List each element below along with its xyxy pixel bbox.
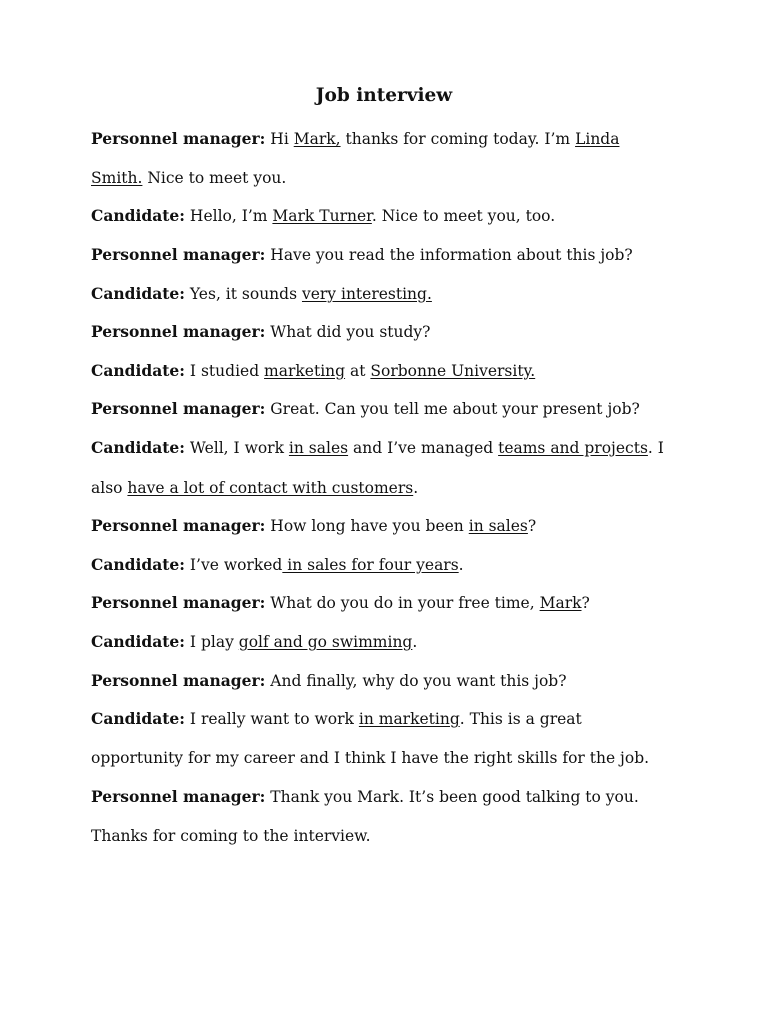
text-line [91, 283, 691, 305]
line-text: . I [647, 439, 664, 457]
text-line [91, 360, 691, 382]
text-line [91, 477, 691, 499]
line-text: and I’ve managed [348, 439, 499, 457]
speaker-label: Personnel manager: [91, 129, 266, 148]
text-line [91, 205, 691, 227]
line-text: I studied [185, 362, 265, 380]
line-text: I really want to work [185, 710, 359, 728]
underlined-phrase: Smith. [91, 169, 143, 187]
line-text: . Nice to meet you, too. [371, 207, 556, 225]
speaker-label: Personnel manager: [91, 671, 266, 690]
underlined-phrase: in sales [468, 517, 528, 535]
underlined-phrase: in marketing [358, 710, 460, 728]
text-line [91, 515, 691, 537]
text-line [91, 670, 691, 692]
text-line [91, 321, 691, 343]
line-text: at [345, 362, 371, 380]
text-line [91, 398, 691, 420]
speaker-label: Personnel manager: [91, 322, 266, 341]
line-text: And finally, why do you want this job? [265, 672, 567, 690]
line-text: Have you read the information about this job? [265, 246, 633, 264]
line-text: . [413, 479, 419, 497]
document-title: Job interview [315, 85, 453, 106]
speaker-label: Candidate: [91, 284, 185, 303]
line-text: thanks for coming today. I’m [340, 130, 576, 148]
line-text: Yes, it sounds [185, 285, 302, 303]
line-text: . [412, 633, 418, 651]
underlined-phrase: marketing [264, 362, 346, 380]
speaker-label: Candidate: [91, 709, 185, 728]
line-text: also [91, 479, 128, 497]
underlined-phrase: very interesting. [301, 285, 432, 303]
line-text: I’ve worked [185, 556, 283, 574]
line-text: Thank you Mark. It’s been good talking to you. [265, 788, 639, 806]
underlined-phrase: Mark Turner [272, 207, 372, 225]
line-text: Thanks for coming to the interview. [91, 827, 371, 845]
underlined-phrase: golf and go swimming [238, 633, 413, 651]
speaker-label: Personnel manager: [91, 399, 266, 418]
text-line [91, 128, 691, 150]
line-text: Hi [265, 130, 294, 148]
speaker-label: Candidate: [91, 632, 185, 651]
line-text: . [458, 556, 464, 574]
line-text: What do you do in your free time, [265, 594, 540, 612]
line-text: Great. Can you tell me about your present job? [265, 400, 640, 418]
text-line [91, 825, 691, 847]
speaker-label: Personnel manager: [91, 516, 266, 535]
text-line [91, 167, 691, 189]
line-text: Well, I work [185, 439, 289, 457]
line-text: ? [527, 517, 537, 535]
line-text: Nice to meet you. [142, 169, 287, 187]
line-text: How long have you been [265, 517, 469, 535]
underlined-phrase: have a lot of contact with customers [127, 479, 414, 497]
speaker-label: Candidate: [91, 206, 185, 225]
speaker-label: Candidate: [91, 555, 185, 574]
text-line [91, 747, 691, 769]
underlined-phrase: in sales [288, 439, 349, 457]
text-line [91, 437, 691, 459]
text-line [91, 244, 691, 266]
text-line [91, 554, 691, 576]
underlined-phrase: in sales for four years [282, 556, 459, 574]
underlined-phrase: teams and projects [498, 439, 648, 457]
text-line [91, 786, 691, 808]
underlined-phrase: Mark [539, 594, 582, 612]
line-text: ? [581, 594, 590, 612]
line-text: . This is a great [459, 710, 582, 728]
underlined-phrase: Sorbonne University. [370, 362, 536, 380]
underlined-phrase: Mark, [293, 130, 341, 148]
underlined-phrase: Linda [575, 130, 620, 148]
speaker-label: Personnel manager: [91, 593, 266, 612]
text-line [91, 631, 691, 653]
line-text: I play [185, 633, 239, 651]
line-text: What did you study? [265, 323, 431, 341]
speaker-label: Personnel manager: [91, 245, 266, 264]
line-text: Hello, I’m [185, 207, 273, 225]
speaker-label: Personnel manager: [91, 787, 266, 806]
line-text: opportunity for my career and I think I have the right skills for the job. [91, 749, 650, 767]
speaker-label: Candidate: [91, 438, 185, 457]
speaker-label: Candidate: [91, 361, 185, 380]
text-line [91, 592, 691, 614]
text-line [91, 708, 691, 730]
